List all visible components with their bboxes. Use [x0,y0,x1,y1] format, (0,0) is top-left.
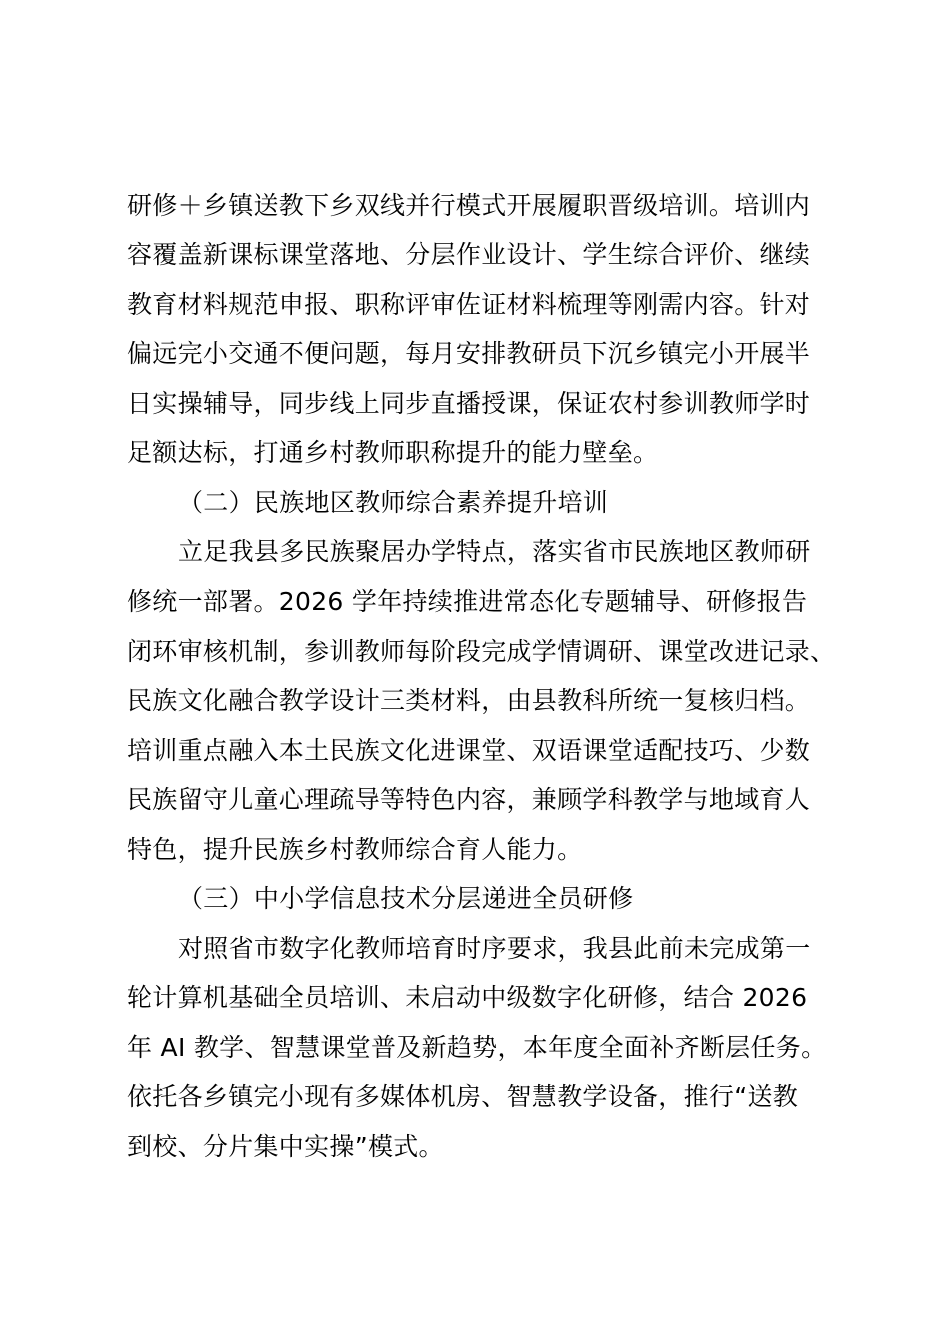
paragraph-line: 容覆盖新课标课堂落地、分层作业设计、学生综合评价、继续 [127,240,811,269]
paragraph-line: 到校、分片集中实操”模式。 [127,1132,444,1161]
paragraph-line: 民族留守儿童心理疏导等特色内容，兼顾学科教学与地域育人 [127,785,811,814]
paragraph-line: 民族文化融合教学设计三类材料，由县教科所统一复核归档。 [127,686,811,715]
paragraph-line: 轮计算机基础全员培训、未启动中级数字化研修，结合 2026 [127,983,808,1012]
paragraph-line: 教育材料规范申报、职称评审佐证材料梳理等刚需内容。针对 [127,290,811,319]
section-heading: （二）民族地区教师综合素养提升培训 [178,488,609,517]
paragraph-line: 偏远完小交通不便问题，每月安排教研员下沉乡镇完小开展半 [127,339,811,368]
paragraph-line: 研修＋乡镇送教下乡双线并行模式开展履职晋级培训。培训内 [127,191,811,220]
paragraph-line: 修统一部署。2026 学年持续推进常态化专题辅导、研修报告 [127,587,808,616]
paragraph-line: 日实操辅导，同步线上同步直播授课，保证农村参训教师学时 [127,389,811,418]
paragraph-line: 足额达标，打通乡村教师职称提升的能力壁垒。 [127,438,659,467]
paragraph-line: 对照省市数字化教师培育时序要求，我县此前未完成第一 [178,934,811,963]
paragraph-line: 立足我县多民族聚居办学特点，落实省市民族地区教师研 [178,537,811,566]
paragraph-line: 培训重点融入本土民族文化进课堂、双语课堂适配技巧、少数 [127,736,811,765]
paragraph-line: 年 AI 教学、智慧课堂普及新趋势，本年度全面补齐断层任务。 [127,1033,827,1062]
section-heading: （三）中小学信息技术分层递进全员研修 [178,884,634,913]
paragraph-line: 依托各乡镇完小现有多媒体机房、智慧教学设备，推行“送教 [127,1082,799,1111]
paragraph-line: 闭环审核机制，参训教师每阶段完成学情调研、课堂改进记录、 [127,637,836,666]
paragraph-line: 特色，提升民族乡村教师综合育人能力。 [127,835,583,864]
